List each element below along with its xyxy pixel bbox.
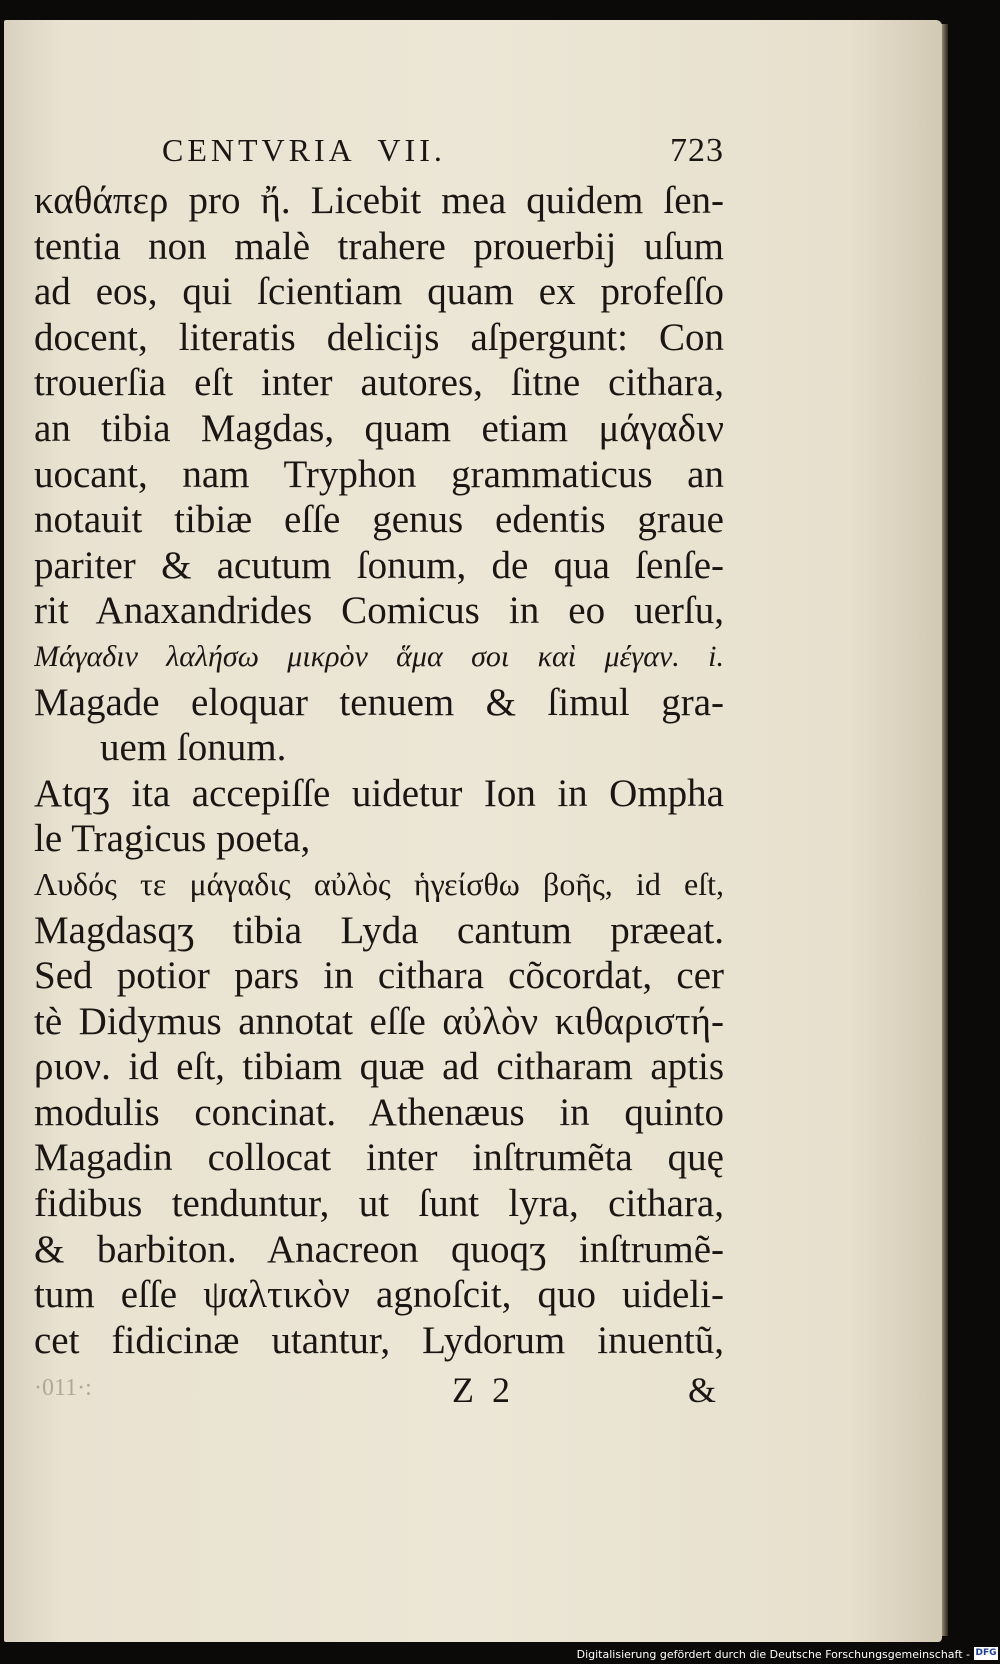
catchword: & — [687, 1370, 716, 1411]
text-line: Atqʒ ita accepiſſe uidetur Ion in Ompha — [34, 771, 724, 815]
catchline — [34, 1369, 724, 1419]
text-block — [34, 132, 724, 1419]
text-line: rit Anaxandrides Comicus in eo uerſu, — [34, 589, 724, 633]
text-line: an tibia Magdas, quam etiam μάγαδιν — [34, 406, 724, 450]
show-through-mark: ·011·: — [34, 1375, 92, 1402]
text-line: trouerſia eſt inter autores, ſitne cithara, — [34, 361, 724, 405]
signature-mark: Z 2 — [452, 1370, 510, 1411]
text-line: ad eos, qui ſcientiam quam ex profeſſo — [34, 270, 724, 314]
text-line: Magdasqʒ tibia Lyda cantum præeat. — [34, 908, 724, 952]
text-line: le Tragicus poeta, — [34, 817, 311, 861]
text-line: cet fidicinæ utantur, Lydorum inuentũ, — [34, 1318, 724, 1362]
text-line: Sed potior pars in cithara cõcordat, cer — [34, 954, 724, 998]
text-line: notauit tibiæ eſſe genus edentis graue — [34, 498, 724, 542]
text-line: modulis concinat. Athenæus in quinto — [34, 1090, 724, 1134]
body-text — [34, 178, 724, 1363]
greek-quote-line: Μάγαδιν λαλήσω μικρὸν ἅμα σοι καὶ μέγαν. i. — [34, 639, 724, 673]
text-line: Magadin collocat inter inſtrumẽta quę — [34, 1136, 724, 1180]
page-number: 723 — [670, 132, 724, 169]
greek-quote-line: Λυδός τε μάγαδις αὐλὸς ἡγείσθω βοῆς, id eſt, — [34, 865, 724, 902]
text-line: tum eſſe ψαλτικὸν agnoſcit, quo uideli- — [34, 1273, 724, 1317]
text-line: pariter & acutum ſonum, de qua ſenſe- — [34, 543, 724, 587]
digitization-credit: Digitalisierung gefördert durch die Deutsche Forschungsgemeinschaft - — [576, 1648, 970, 1661]
text-line: uocant, nam Tryphon grammaticus an — [34, 452, 724, 496]
text-line: tè Didymus annotat eſſe αὐλὸν κιθαριστή- — [34, 999, 724, 1043]
text-line: ριον. id eſt, tibiam quæ ad citharam aptis — [34, 1045, 724, 1089]
text-line: καθάπερ pro ἤ. Licebit mea quidem ſen- — [34, 179, 724, 222]
running-head-title: CENTVRIA VII. — [162, 132, 446, 168]
text-line: & barbiton. Anacreon quoqʒ inſtrumẽ- — [34, 1227, 724, 1271]
text-line: Magade eloquar tenuem & ſimul gra- — [34, 680, 724, 724]
dfg-logo-icon: DFG — [975, 1648, 997, 1658]
text-line: fidibus tenduntur, ut ſunt lyra, cithara, — [34, 1182, 724, 1226]
running-head — [34, 132, 724, 178]
text-line: uem ſonum. — [100, 726, 287, 770]
text-line: tentia non malè trahere prouerbij uſum — [34, 224, 724, 268]
text-line: docent, literatis delicijs aſpergunt: Con — [34, 315, 724, 359]
